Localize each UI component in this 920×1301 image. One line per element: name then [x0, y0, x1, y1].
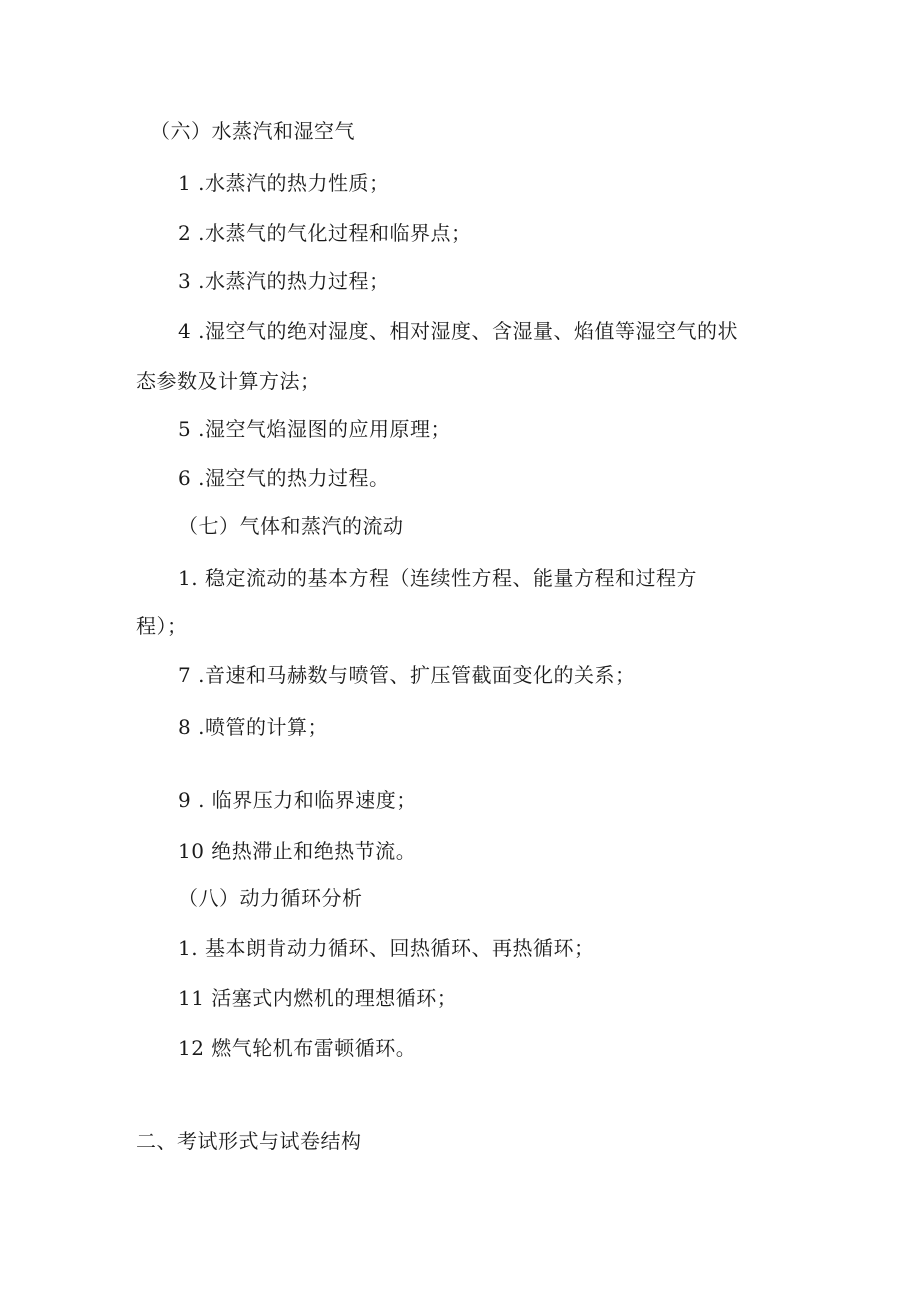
list-item: 5 .湿空气焰湿图的应用原理； — [178, 417, 451, 441]
list-item: 7 .音速和马赫数与喷管、扩压管截面变化的关系； — [178, 663, 636, 687]
section-heading-6: （六）水蒸汽和湿空气 — [150, 119, 355, 143]
list-item: 1. 稳定流动的基本方程（连续性方程、能量方程和过程方 — [178, 566, 697, 590]
list-item: 1. 基本朗肯动力循环、回热循环、再热循环； — [178, 936, 595, 960]
list-item: 1 .水蒸汽的热力性质； — [178, 171, 390, 195]
section-heading-8: （八）动力循环分析 — [178, 886, 363, 910]
list-item: 2 .水蒸气的气化过程和临界点； — [178, 221, 472, 245]
list-item: 10 绝热滞止和绝热节流。 — [178, 839, 417, 863]
list-item: 4 .湿空气的绝对湿度、相对湿度、含湿量、焰值等湿空气的状 — [178, 319, 738, 343]
list-item-continuation: 态参数及计算方法； — [136, 369, 321, 393]
list-item-continuation: 程）； — [136, 614, 188, 638]
list-item: 3 .水蒸汽的热力过程； — [178, 269, 390, 293]
section-heading-7: （七）气体和蒸汽的流动 — [178, 514, 404, 538]
list-item: 9 . 临界压力和临界速度； — [178, 788, 417, 812]
chapter-heading-2: 二、考试形式与试卷结构 — [136, 1129, 362, 1153]
list-item: 11 活塞式内燃机的理想循环； — [178, 986, 458, 1010]
list-item: 6 .湿空气的热力过程。 — [178, 466, 390, 490]
list-item: 8 .喷管的计算； — [178, 715, 328, 739]
list-item: 12 燃气轮机布雷顿循环。 — [178, 1036, 417, 1060]
